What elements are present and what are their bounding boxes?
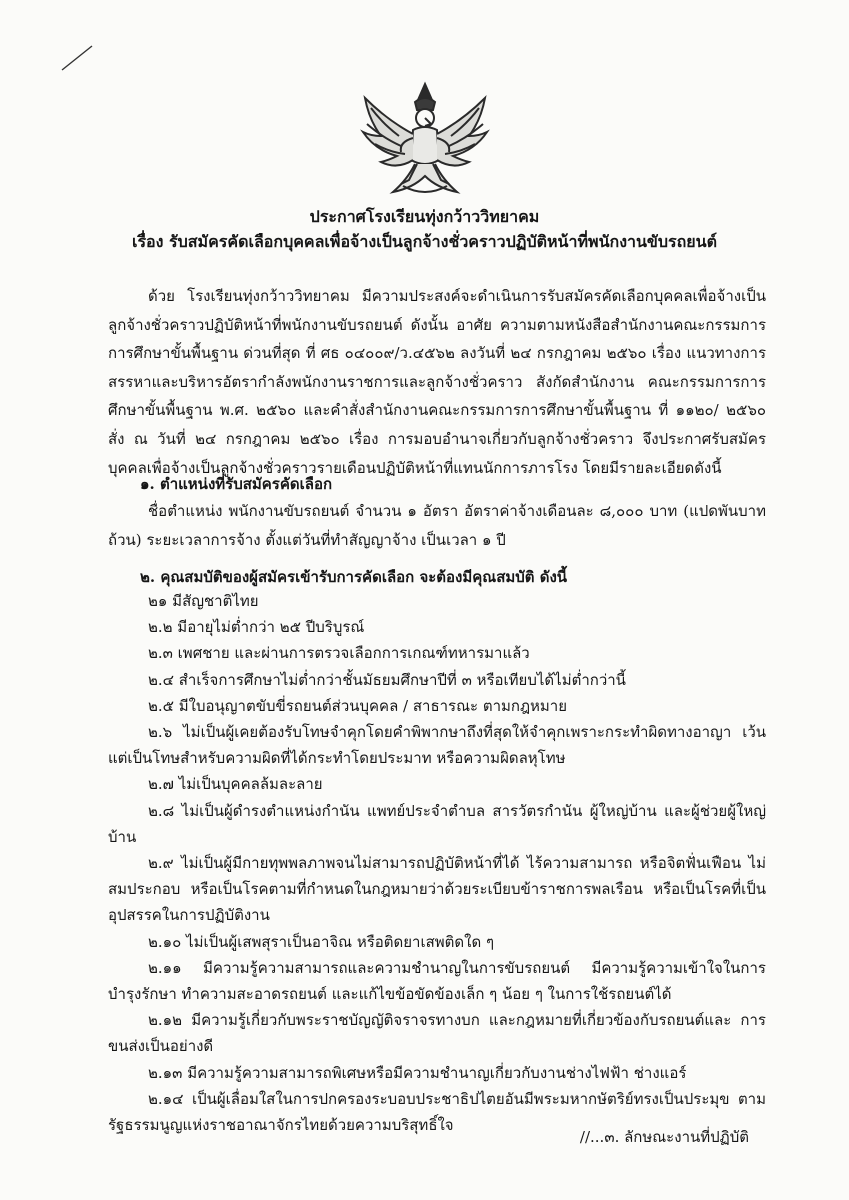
continuation-note: //...๓. ลักษณะงานที่ปฏิบัติ: [579, 1128, 749, 1146]
list-item: ๒.๔ สำเร็จการศึกษาไม่ต่ำกว่าชั้นมัธยมศึกษาปีที่ ๓ หรือเทียบได้ไม่ต่ำกว่านี้: [148, 670, 626, 689]
list-item: ๒.๙ ไม่เป็นผู้มีกายทุพพลภาพจนไม่สามารถปฏิบัติหน้าที่ได้ ไร้ความสามารถ หรือจิตฟั่นเฟือน ไม่สมประกอบ หรือเป็นโรคตามที่กำหนดในกฎหมายว่าด้วยระเบียบข้าราชการพลเรือน หรือเป็นโรคที่เป็นอุปสรรคในการปฏิบัติงาน: [108, 854, 766, 925]
list-item: ๒.๑๔ เป็นผู้เลื่อมใสในการปกครองระบอบประชาธิปไตยอันมีพระมหากษัตริย์ทรงเป็นประมุข ตามรัฐธรรมนูญแห่งราชอาณาจักรไทยด้วยความบริสุทธิ์ใจ: [108, 1089, 766, 1135]
list-item: ๒.๒ มีอายุไม่ต่ำกว่า ๒๕ ปีบริบูรณ์: [148, 618, 365, 637]
announcement-title: ประกาศโรงเรียนทุ่งกว้าววิทยาคม: [309, 207, 540, 226]
list-item: ๒.๕ มีใบอนุญาตขับขี่รถยนต์ส่วนบุคคล / สาธารณะ ตามกฎหมาย: [148, 696, 568, 715]
list-item: ๒.๑๓ มีความรู้ความสามารถพิเศษหรือมีความชำนาญเกี่ยวกับงานช่างไฟฟ้า ช่างแอร์: [148, 1063, 687, 1082]
list-item: ๒๑ มีสัญชาติไทย: [148, 592, 259, 610]
section-2-heading: ๒. คุณสมบัติของผู้สมัครเข้ารับการคัดเลือก จะต้องมีคุณสมบัติ ดังนี้: [140, 568, 568, 586]
announcement-subject: เรื่อง รับสมัครคัดเลือกบุคคลเพื่อจ้างเป็นลูกจ้างชั่วคราวปฏิบัติหน้าที่พนักงานขับรถยนต์: [131, 232, 718, 251]
list-item: ๒.๑๐ ไม่เป็นผู้เสพสุราเป็นอาจิณ หรือติดยาเสพติดใด ๆ: [148, 932, 495, 951]
section-1-body: [108, 497, 766, 554]
list-item: ๒.๑๒ มีความรู้เกี่ยวกับพระราชบัญญัติจราจรทางบก และกฎหมายที่เกี่ยวข้องกับรถยนต์และ การขนส่งเป็นอย่างดี: [108, 1011, 766, 1056]
garuda-emblem-icon: [357, 80, 493, 204]
list-item: ๒.๘ ไม่เป็นผู้ดำรงตำแหน่งกำนัน แพทย์ประจำตำบล สารวัตรกำนัน ผู้ใหญ่บ้าน และผู้ช่วยผู้ใหญ่บ้าน: [108, 801, 766, 846]
intro-paragraph: [108, 282, 766, 482]
list-item: ๒.๓ เพศชาย และผ่านการตรวจเลือกการเกณฑ์ทหารมาแล้ว: [148, 644, 530, 663]
section-1-heading: ๑. ตำแหน่งที่รับสมัครคัดเลือก: [140, 475, 333, 493]
qualification-list: [108, 588, 766, 1138]
list-item: ๒.๑๑ มีความรู้ความสามารถและความชำนาญในการขับรถยนต์ มีความรู้ความเข้าใจในการบำรุงรักษา ทำความสะอาดรถยนต์ และแก้ไขข้อขัดข้องเล็ก ๆ น้อย ๆ ในการใช้รถยนต์ได้: [108, 958, 766, 1004]
intro-text: ด้วย โรงเรียนทุ่งกว้าววิทยาคม มีความประสงค์จะดำเนินการรับสมัครคัดเลือกบุคคลเพื่อจ้างเป็นลูกจ้างชั่วคราวปฏิบัติหน้าที่พนักงานขับรถยนต์ ดังนั้น อาศัย ความตามหนังสือสำนักงานคณะกรรมการการศึกษาขั้นพื้นฐาน ด่วนที่สุด ที่ ศธ ๐๔๐๐๙/ว.๔๕๖๒ ลงวันที่ ๒๔ กรกฎาคม ๒๕๖๐ เรื่อง แนวทางการสรรหาและบริหารอัตรากำลังพนักงานราชการและลูกจ้างชั่วคราว สังกัดสำนักงาน คณะกรรมการการศึกษาขั้นพื้นฐาน พ.ศ. ๒๕๖๐ และคำสั่งสำนักงานคณะกรรมการการศึกษาขั้นพื้นฐาน ที่ ๑๑๒๐/ ๒๕๖๐ สั่ง ณ วันที่ ๒๔ กรกฎาคม ๒๕๖๐ เรื่อง การมอบอำนาจเกี่ยวกับลูกจ้างชั่วคราว จึงประกาศรับสมัครบุคคลเพื่อจ้างเป็นลูกจ้างชั่วคราวรายเดือนปฏิบัติหน้าที่แทนนักการภารโรง โดยมีรายละเอียดดังนี้: [108, 287, 766, 477]
list-item: ๒.๖ ไม่เป็นผู้เคยต้องรับโทษจำคุกโดยคำพิพากษาถึงที่สุดให้จำคุกเพราะกระทำผิดทางอาญา เว้นแต่เป็นโทษสำหรับความผิดที่ได้กระทำโดยประมาท หรือความผิดลหุโทษ: [108, 723, 766, 768]
list-item: ๒.๗ ไม่เป็นบุคคลล้มละลาย: [148, 775, 323, 794]
section-1-text: ชื่อตำแหน่ง พนักงานขับรถยนต์ จำนวน ๑ อัตรา อัตราค่าจ้างเดือนละ ๘,๐๐๐ บาท (แปดพันบาทถ้วน) ระยะเวลาการจ้าง ตั้งแต่วันที่ทำสัญญาจ้าง เป็นเวลา ๑ ปี: [108, 502, 766, 549]
pen-stroke-mark: [58, 40, 98, 74]
